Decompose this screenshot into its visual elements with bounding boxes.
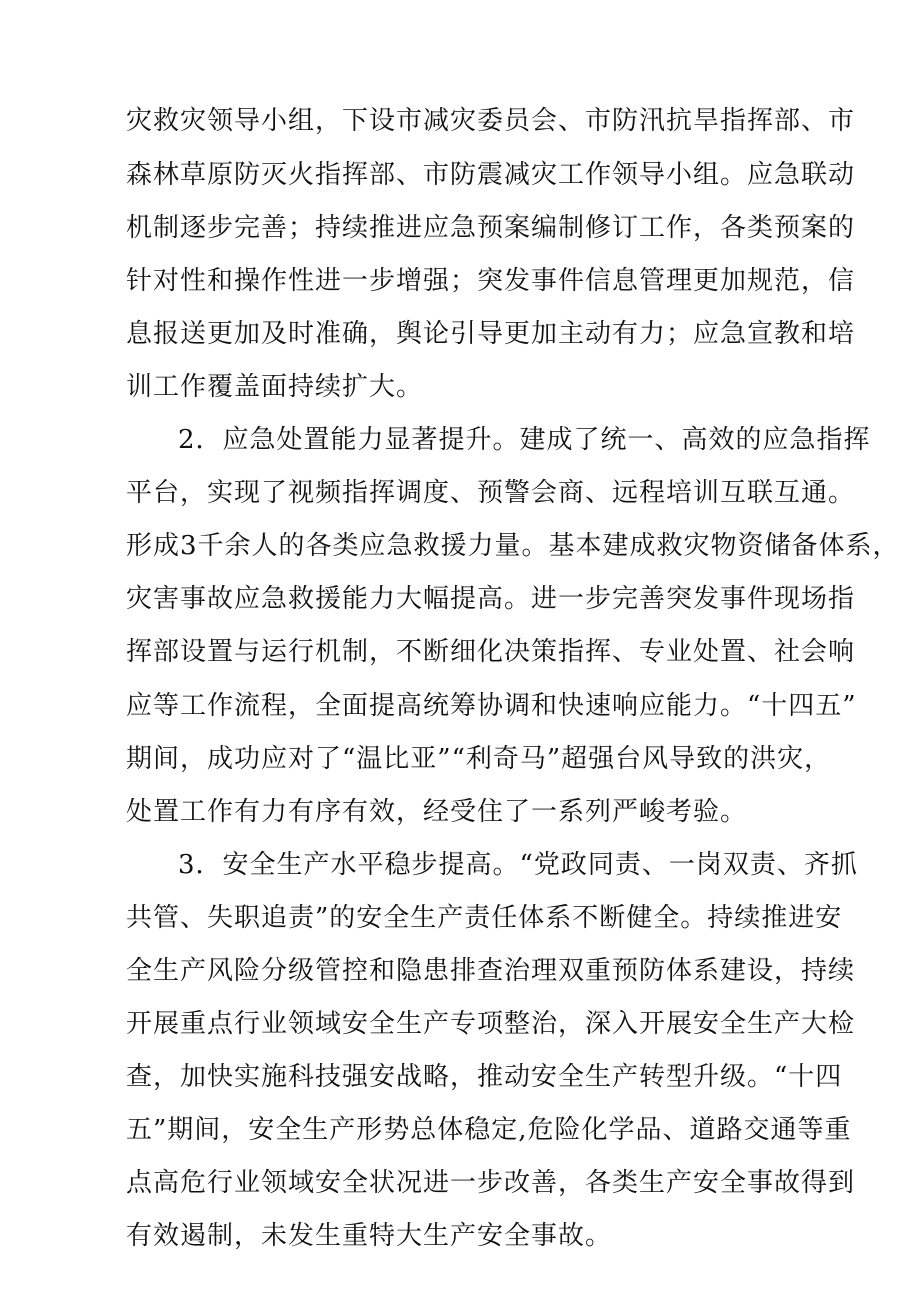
- text-line: 形成3千余人的各类应急救援力量。基本建成救灾物资储备体系，: [126, 531, 900, 561]
- text-line: 灾害事故应急救援能力大幅提高。进一步完善突发事件现场指: [126, 584, 856, 614]
- text-line: 机制逐步完善；持续推进应急预案编制修订工作，各类预案的: [126, 213, 856, 243]
- text-line: 点高危行业领域安全状况进一步改善，各类生产安全事故得到: [126, 1168, 856, 1198]
- text-line: 森林草原防灭火指挥部、市防震减灾工作领导小组。应急联动: [126, 160, 856, 190]
- text-line: 查，加快实施科技强安战略，推动安全生产转型升级。“十四: [126, 1062, 843, 1092]
- text-line: 息报送更加及时准确，舆论引导更加主动有力；应急宣教和培: [126, 319, 856, 349]
- text-line: 训工作覆盖面持续扩大。: [126, 372, 424, 402]
- text-line: 五”期间，安全生产形势总体稳定,危险化学品、道路交通等重: [126, 1115, 852, 1145]
- paragraph-heading-2: 2．应急处置能力显著提升。建成了统一、高效的应急指挥: [178, 425, 871, 455]
- text-line: 针对性和操作性进一步增强；突发事件信息管理更加规范，信: [126, 266, 856, 296]
- text-line: 共管、失职追责”的安全生产责任体系不断健全。持续推进安: [126, 903, 843, 933]
- text-line: 应等工作流程，全面提高统筹协调和快速响应能力。“十四五”: [126, 691, 857, 721]
- text-line: 处置工作有力有序有效，经受住了一系列严峻考验。: [126, 797, 748, 827]
- text-line: 期间，成功应对了“温比亚”“利奇马”超强台风导致的洪灾，: [126, 744, 832, 774]
- text-line: 平台，实现了视频指挥调度、预警会商、远程培训互联互通。: [126, 478, 856, 508]
- text-line: 全生产风险分级管控和隐患排查治理双重预防体系建设，持续: [126, 956, 856, 986]
- text-line: 开展重点行业领域安全生产专项整治，深入开展安全生产大检: [126, 1009, 856, 1039]
- text-line: 灾救灾领导小组，下设市减灾委员会、市防汛抗旱指挥部、市: [126, 106, 856, 136]
- text-line: 挥部设置与运行机制，不断细化决策指挥、专业处置、社会响: [126, 637, 856, 667]
- paragraph-heading-3: 3．安全生产水平稳步提高。“党政同责、一岗双责、齐抓: [178, 850, 858, 880]
- text-line: 有效遏制，未发生重特大生产安全事故。: [126, 1221, 613, 1251]
